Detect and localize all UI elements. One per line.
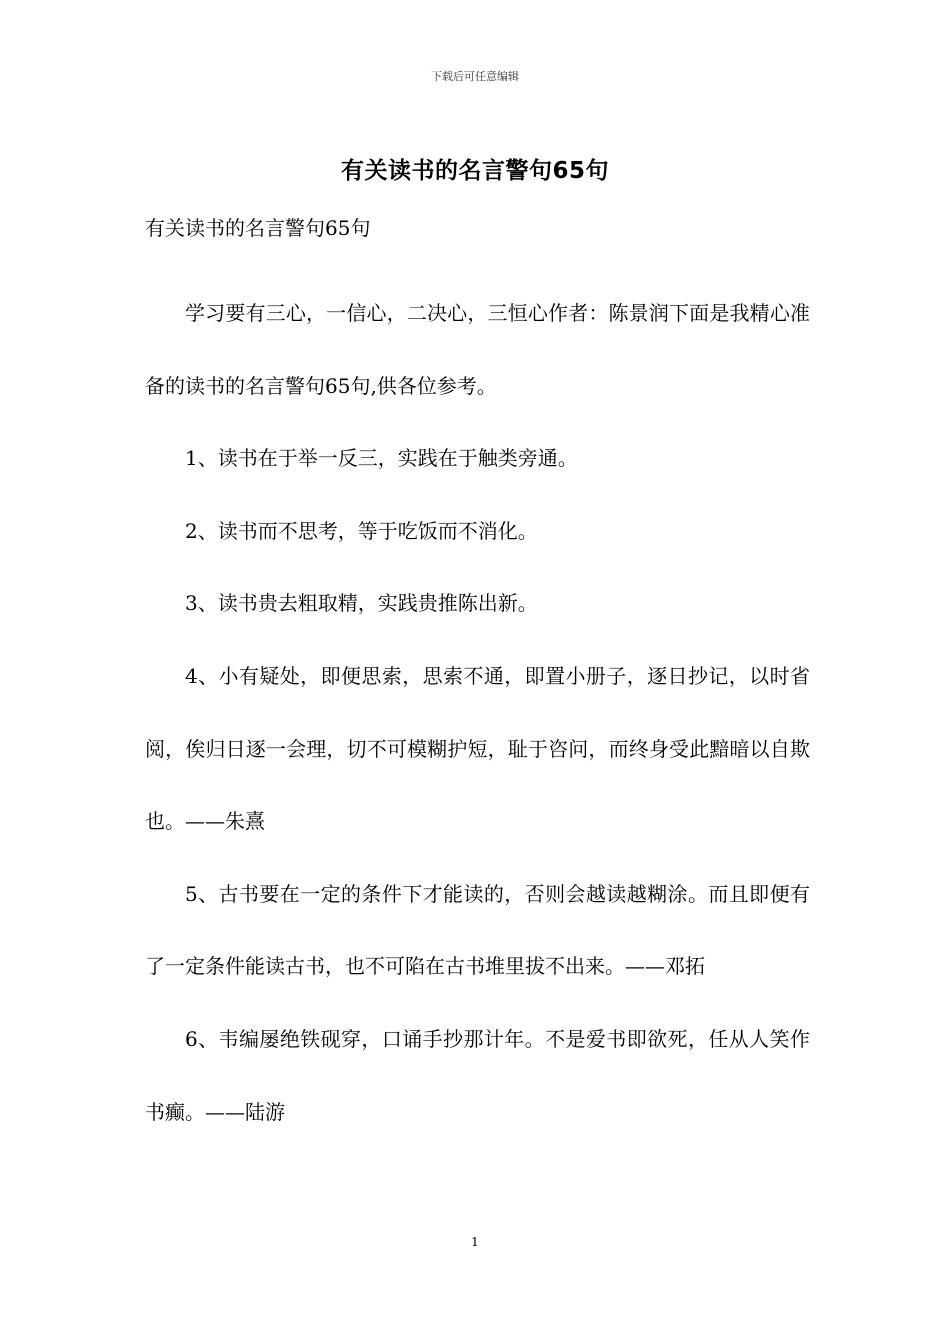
quote-paragraph: 2、读书而不思考，等于吃饭而不消化。 <box>185 518 538 543</box>
quote-paragraph: 1、读书在于举一反三，实践在于触类旁通。 <box>185 446 578 471</box>
page-number: 1 <box>471 1235 479 1249</box>
quote-paragraph: 4、小有疑处，即便思索，思索不通，即置小册子，逐日抄记，以时省阅，俟归日逐一会理，切不可模糊护短，耻于咨问，而终身受此黯暗以自欺也。——朱熹 <box>145 663 810 834</box>
document-subtitle: 有关读书的名言警句65句 <box>145 216 371 240</box>
header-note: 下载后可任意编辑 <box>431 70 519 83</box>
quote-paragraph: 3、读书贵去粗取精，实践贵推陈出新。 <box>185 591 538 616</box>
quote-paragraph: 6、韦编屡绝铁砚穿，口诵手抄那计年。不是爱书即欲死，任从人笑作书癫。——陆游 <box>145 1026 810 1124</box>
intro-paragraph: 学习要有三心，一信心，二决心，三恒心作者：陈景润下面是我精心准备的读书的名言警句65句,供各位参考。 <box>145 301 810 398</box>
document-body <box>145 277 810 1148</box>
quote-paragraph: 5、古书要在一定的条件下才能读的，否则会越读越糊涂。而且即便有了一定条件能读古书，也不可陷在古书堆里拔不出来。——邓拓 <box>145 881 810 979</box>
document-title: 有关读书的名言警句65句 <box>340 158 609 184</box>
